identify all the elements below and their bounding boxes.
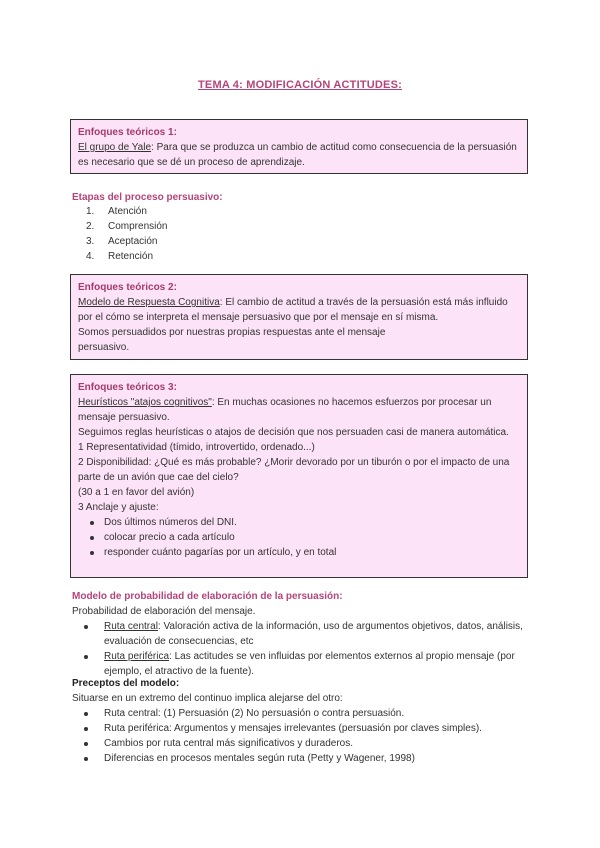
box-2-link: Modelo de Respuesta Cognitiva [78, 297, 220, 308]
anchoring-item: Dos últimos números del DNI. [78, 515, 520, 530]
stage-item [86, 204, 167, 219]
box-3-link: Heurísticos "atajos cognitivos" [78, 397, 212, 408]
stage-item [86, 249, 167, 264]
box-2-body: : El cambio de actitud a través de la persuasión está más influido por el cómo se interpreta el mensaje persuasivo que por el mensaje en sí misma. [78, 297, 508, 323]
stage-number: 3. [86, 236, 95, 247]
box-2-line2: Somos persuadidos por nuestras propias respuestas ante el mensaje [78, 327, 386, 338]
model-list [80, 619, 528, 679]
model-item-text: : Valoración activa de la información, uso de argumentos objetivos, datos, análisis, evaluación de consecuencias, etc [104, 621, 523, 647]
stage-number: 1. [86, 206, 95, 217]
stage-label: Aceptación [108, 236, 158, 247]
stage-label: Atención [108, 206, 147, 217]
model-item [80, 619, 528, 649]
box-1-body: : Para que se produzca un cambio de actitud como consecuencia de la persuasión es necesario que se dé un proceso de aprendizaje. [78, 142, 517, 168]
precept-item: Diferencias en procesos mentales según ruta (Petty y Wagener, 1998) [80, 751, 528, 766]
anchoring-item: colocar precio a cada artículo [78, 530, 520, 545]
stages-heading: Etapas del proceso persuasivo: [72, 192, 223, 203]
box-3-p4: 2 Disponibilidad: ¿Qué es más probable? ¿Morir devorado por un tiburón o por el impacto de una parte de un avión que cae del cielo? [78, 457, 510, 483]
box-3-title: Enfoques teóricos 3: [78, 382, 177, 393]
stages-list [86, 204, 167, 264]
theory-box-3 [70, 374, 528, 578]
box-1-text [78, 140, 520, 170]
precepts-intro: Situarse en un extremo del continuo implica alejarse del otro: [72, 693, 343, 704]
theory-box-1 [70, 119, 528, 174]
box-1-link: El grupo de Yale [78, 142, 152, 153]
anchoring-list [78, 515, 520, 560]
box-2-line3: persuasivo. [78, 342, 130, 353]
box-3-text [78, 395, 520, 425]
precept-item: Ruta periférica: Argumentos y mensajes irrelevantes (persuasión por claves simples). [80, 721, 528, 736]
precept-item: Ruta central: (1) Persuasión (2) No persuasión o contra persuasión. [80, 706, 528, 721]
stage-label: Comprensión [108, 221, 168, 232]
stage-number: 4. [86, 251, 95, 262]
stage-item [86, 219, 167, 234]
box-3-p3: 1 Representatividad (tímido, introvertido, ordenado...) [78, 442, 315, 453]
model-item-link: Ruta periférica [104, 651, 170, 662]
box-1-title: Enfoques teóricos 1: [78, 127, 177, 138]
stage-number: 2. [86, 221, 95, 232]
box-3-p2: Seguimos reglas heurísticas o atajos de decisión que nos persuaden casi de manera automática. [78, 427, 509, 438]
stage-item [86, 234, 167, 249]
model-item [80, 649, 528, 679]
model-item-link: Ruta central [104, 621, 158, 632]
box-3-p5: (30 a 1 en favor del avión) [78, 487, 195, 498]
precepts-list [80, 706, 528, 766]
model-heading: Modelo de probabilidad de elaboración de la persuasión: [72, 591, 343, 602]
box-3-p6: 3 Anclaje y ajuste: [78, 502, 159, 513]
theory-box-2 [70, 274, 528, 360]
box-2-title: Enfoques teóricos 2: [78, 282, 177, 293]
model-item-text: : Las actitudes se ven influidas por elementos externos al propio mensaje (por ejemplo, el atractivo de la fuente). [104, 651, 515, 677]
precept-item: Cambios por ruta central más significativos y duraderos. [80, 736, 528, 751]
box-3-body: : En muchas ocasiones no hacemos esfuerzos por procesar un mensaje persuasivo. [78, 397, 492, 423]
model-intro: Probabilidad de elaboración del mensaje. [72, 606, 256, 617]
precepts-heading: Preceptos del modelo: [72, 678, 180, 689]
stage-label: Retención [108, 251, 154, 262]
box-2-text [78, 295, 520, 325]
page-title: TEMA 4: MODIFICACIÓN ACTITUDES: [198, 79, 402, 91]
anchoring-item: responder cuánto pagarías por un artículo, y en total [78, 545, 520, 560]
